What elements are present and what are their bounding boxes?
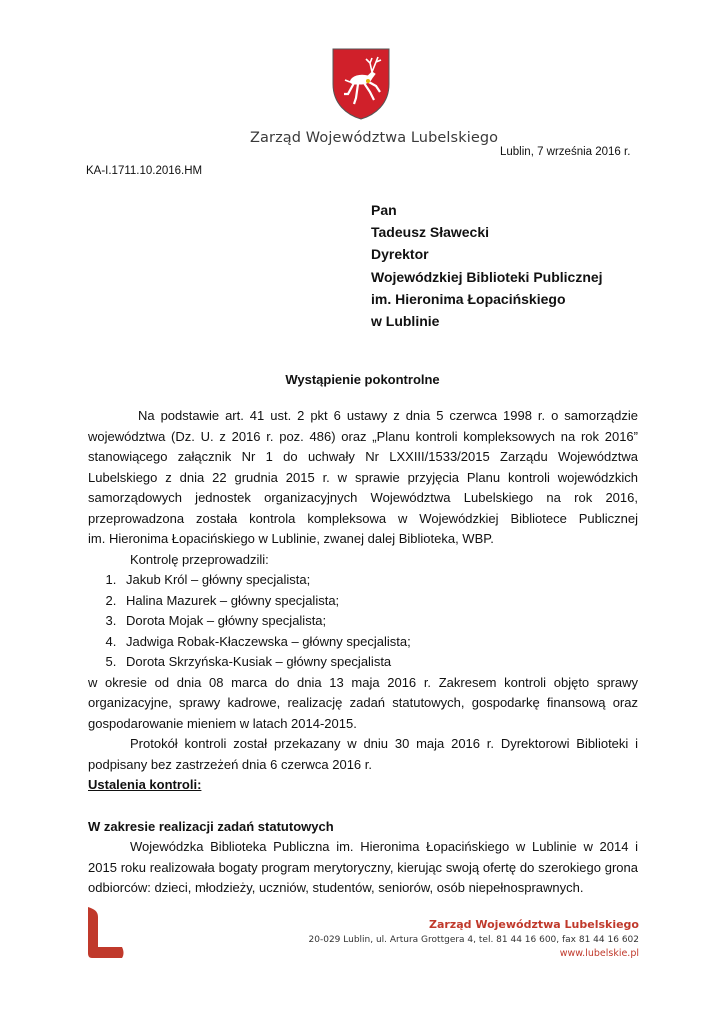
footer	[309, 918, 639, 959]
list-item: 3. Dorota Mojak – główny specjalista;	[120, 611, 638, 632]
addressee-line: Tadeusz Sławecki	[371, 224, 490, 241]
list-item: 4. Jadwiga Robak-Kłaczewska – główny specjalista;	[120, 632, 638, 653]
document-heading: Wystąpienie pokontrolne	[285, 372, 440, 387]
footer-org-name: Zarząd Województwa Lubelskiego	[428, 918, 639, 931]
reference-number: KA-I.1711.10.2016.HM	[86, 165, 203, 177]
section-heading: W zakresie realizacji zadań statutowych	[88, 818, 334, 834]
intro-paragraph-end: im. Hieronima Łopacińskiego w Lublinie, zwanej dalej Biblioteka, WBP.	[88, 531, 494, 546]
protocol-paragraph: Protokół kontroli został przekazany w dniu 30 maja 2016 r. Dyrektorowi Biblioteki i podpisany bez zastrzeżeń dnia 6 czerwca 2016 r.	[88, 736, 638, 772]
coat-of-arms-logo	[332, 48, 390, 120]
controllers-list	[88, 570, 638, 673]
addressee-line: Pan	[371, 202, 397, 218]
addressee-block	[371, 199, 603, 332]
findings-heading: Ustalenia kontroli:	[88, 777, 202, 792]
intro-paragraph: Na podstawie art. 41 ust. 2 pkt 6 ustawy z dnia 5 czerwca 1998 r. o samorządzie województwa (Dz. U. z 2016 r. poz. 486) oraz „Planu kontroli kompleksowych na rok 2016” stanowiącego załącznik Nr 1 do uchwały Nr LXXIII/1533/2015 Zarządu Województwa Lubelskiego z dnia 22 grudnia 2015 r. w sprawie przyjęcia Planu kontroli wojewódzkich samorządowych jednostek organizacyjnych Województwa Lubelskiego na rok 2016, przeprowadzona została kontrola kompleksowa w Wojewódzkiej Bibliotece Publicznej	[88, 408, 638, 526]
lubelskie-logo	[86, 905, 126, 960]
document-date: Lublin, 7 września 2016 r.	[500, 146, 631, 158]
section-paragraph: Wojewódzka Biblioteka Publiczna im. Hieronima Łopacińskiego w Lublinie w 2014 i 2015 roku realizowała bogaty program merytoryczny, kierując swoją ofertę do szerokiego grona odbiorców: dzieci, młodzieży, uczniów, studentów, seniorów, osób niepełnosprawnych.	[88, 839, 638, 895]
organization-title: Zarząd Województwa Lubelskiego	[250, 130, 499, 146]
footer-website-link[interactable]: www.lubelskie.pl	[559, 948, 639, 959]
document-body	[88, 406, 638, 899]
list-item: 2. Halina Mazurek – główny specjalista;	[120, 591, 638, 612]
addressee-line: Dyrektor	[371, 246, 429, 263]
list-item: 5. Dorota Skrzyńska-Kusiak – główny specjalista	[120, 652, 638, 673]
period-paragraph: w okresie od dnia 08 marca do dnia 13 maja 2016 r. Zakresem kontroli objęto sprawy organizacyjne, sprawy kadrowe, realizację zadań statutowych, gospodarkę finansową oraz gospodarowanie mieniem w latach 2014-2015.	[88, 674, 638, 731]
addressee-line: w Lublinie	[371, 313, 440, 330]
addressee-line: Wojewódzkiej Biblioteki Publicznej	[371, 268, 603, 285]
controllers-label: Kontrolę przeprowadzili:	[130, 551, 269, 567]
addressee-line: im. Hieronima Łopacińskiego	[371, 290, 566, 307]
list-item: 1. Jakub Król – główny specjalista;	[120, 570, 638, 591]
footer-address: 20-029 Lublin, ul. Artura Grottgera 4, tel. 81 44 16 600, fax 81 44 16 602	[308, 935, 639, 945]
